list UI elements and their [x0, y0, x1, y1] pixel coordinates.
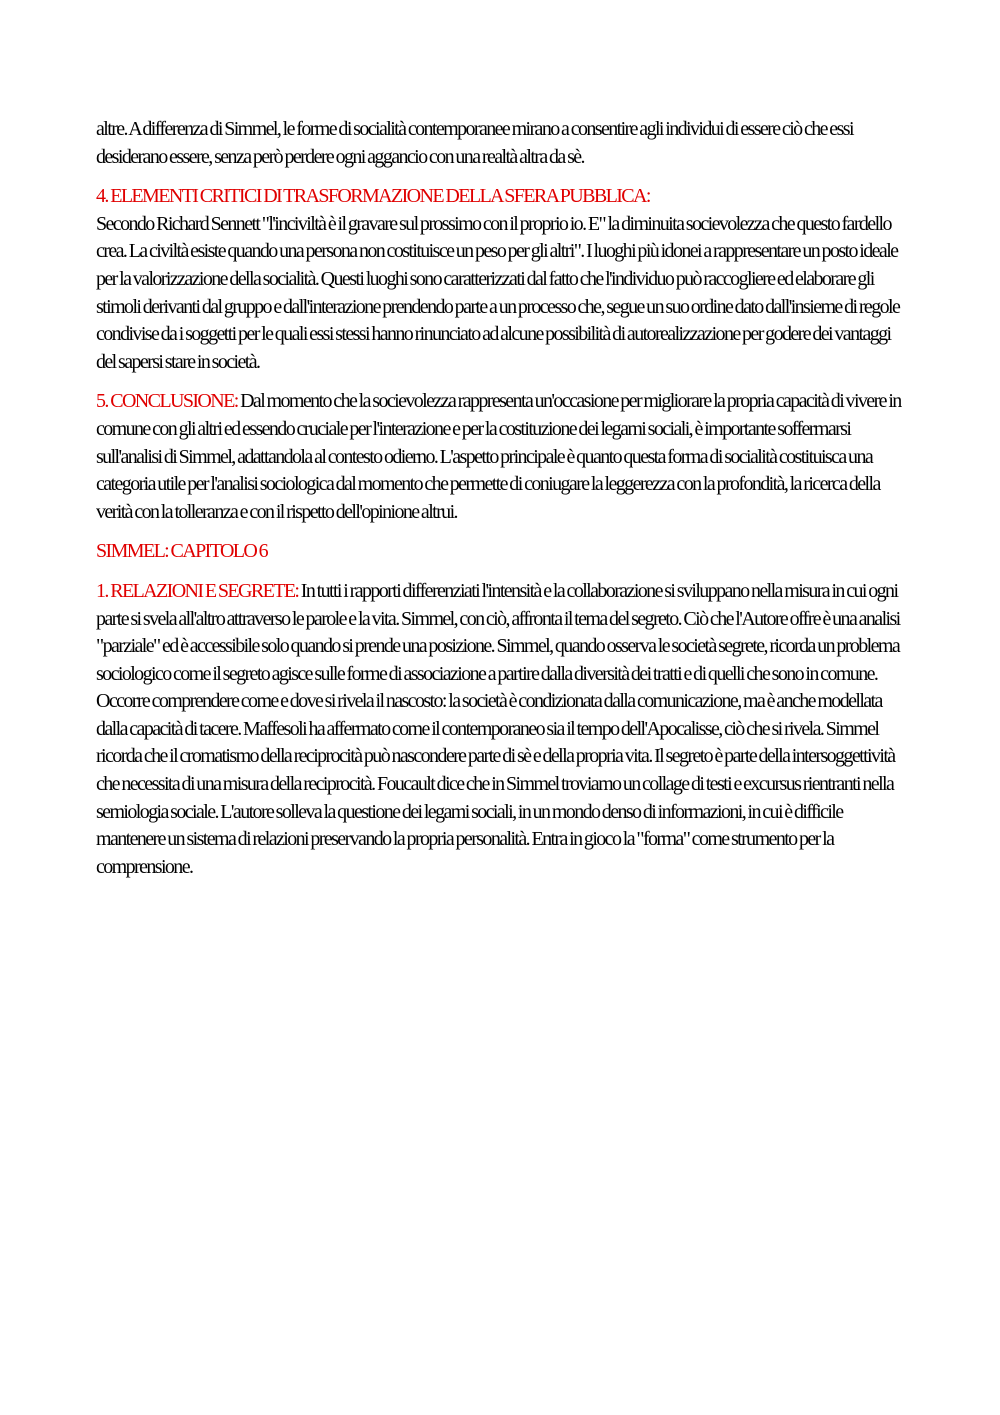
section-5-heading: 5. CONCLUSIONE:: [96, 390, 238, 413]
section-1: [96, 578, 912, 882]
section-5-body: Dal momento che la socievolezza rappresenta un'occasione per migliorare la propria capacità di vivere in comune con gli altri ed essendo cruciale per l'interazione e per la costituzione dei legami sociali, è importante soffermarsi sull'analisi di Simmel, adattandola al contesto odierno. L'aspetto principale è quanto questa forma di socialità costituisca una categoria utile per l'analisi sociologica dal momento che permette di coniugare la leggerezza con la profondità, la ricerca della verità con la tolleranza e con il rispetto dell'opinione altrui.: [96, 390, 901, 523]
chapter-title: SIMMEL: CAPITOLO 6: [96, 540, 268, 563]
section-1-body: In tutti i rapporti differenziati l'intensità e la collaborazione si sviluppano nella misura in cui ogni parte si svela all'altro attraverso le parole e la vita. Simmel, con ciò, affronta il tema del segreto. Ciò che l'Autore offre è una analisi "parziale" ed è accessibile solo quando si prende una posizione. Simmel, quando osserva le società segrete, ricorda un problema sociologico come il segreto agisce sulle forme di associazione a partire dalla diversità dei tratti e di quelli che sono in comune. Occorre comprendere come e dove si rivela il nascosto: la società è condizionata dalla comunicazione, ma è anche modellata dalla capacità di tacere. Maffesoli ha affermato come il contemporaneo sia il tempo dell'Apocalisse, ciò che si rivela. Simmel ricorda che il cromatismo della reciprocità può nascondere parte di sè e della propria vita. Il segreto è parte della intersoggettività che necessita di una misura della reciprocità. Foucault dice che in Simmel troviamo un collage di testi e excursus rientranti nella semiologia sociale. L'autore solleva la questione dei legami sociali, in un mondo denso di informazioni, in cui è difficile mantenere un sistema di relazioni preservando la propria personalità. Entra in gioco la "forma" come strumento per la comprensione.: [96, 579, 900, 878]
section-5: [96, 388, 912, 526]
section-4-heading: 4. ELEMENTI CRITICI DI TRASFORMAZIONE DELLA SFERA PUBBLICA:: [96, 185, 650, 208]
document-page: [96, 116, 912, 893]
section-1-heading: 1. RELAZIONI E SEGRETE:: [96, 579, 299, 602]
section-4: [96, 183, 912, 376]
intro-paragraph: altre. A differenza di Simmel, le forme di socialità contemporanee mirano a consentire agli individui di essere ciò che essi desiderano essere, senza però perdere ogni aggancio con una realtà altra da sè.: [96, 118, 853, 168]
section-4-body: Secondo Richard Sennett "l'inciviltà è il gravare sul prossimo con il proprio io. E" la diminuita socievolezza che questo fardello crea. La civiltà esiste quando una persona non costituisce un peso per gli altri". I luoghi più idonei a rappresentare un posto ideale per la valorizzazione della socialità. Questi luoghi sono caratterizzati dal fatto che l'individuo può raccogliere ed elaborare gli stimoli derivanti dal gruppo e dall'interazione prendendo parte a un processo che, segue un suo ordine dato dall'insieme di regole condivise da i soggetti per le quali essi stessi hanno rinunciato ad alcune possibilità di autorealizzazione per godere dei vantaggi del sapersi stare in società.: [96, 212, 900, 373]
